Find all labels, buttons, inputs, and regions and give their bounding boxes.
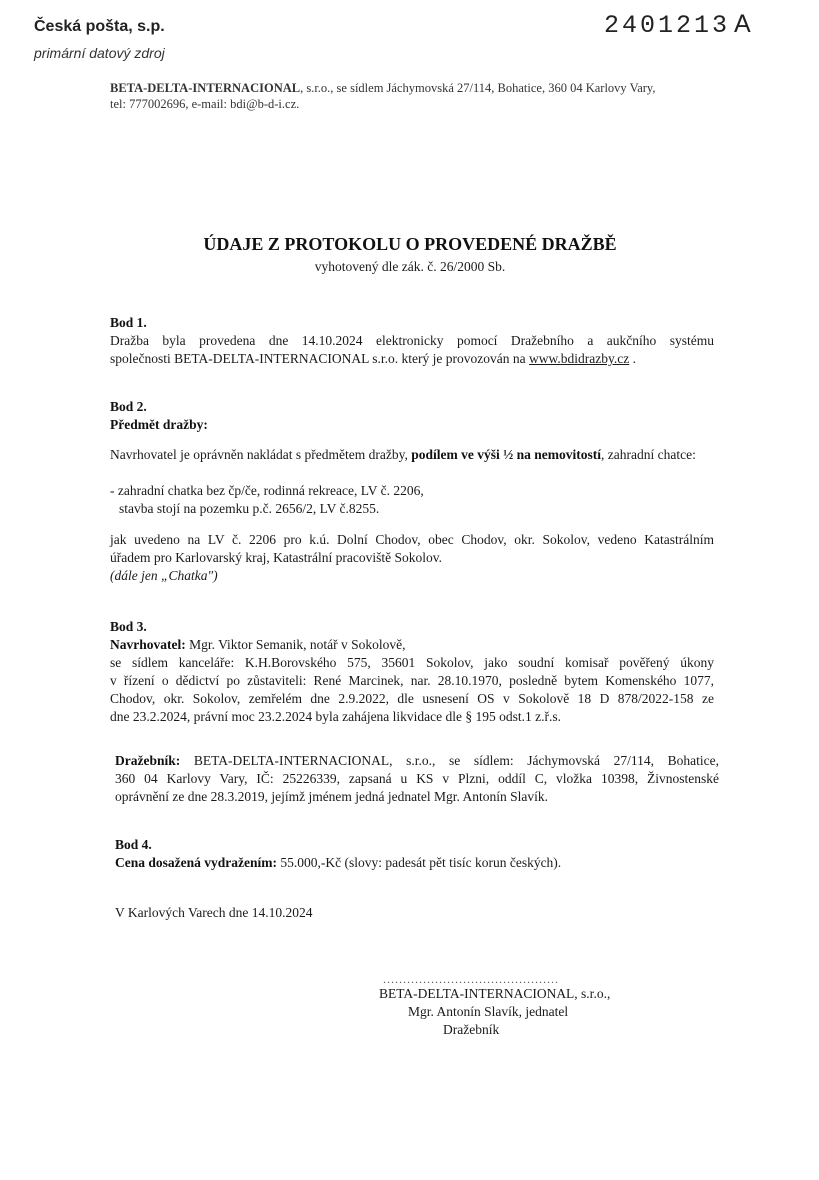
stamp-title: Česká pošta, s.p.	[34, 18, 165, 35]
document-number	[604, 10, 751, 40]
place-and-date: V Karlových Varech dne 14.10.2024	[115, 905, 313, 920]
section-heading: Bod 3.	[110, 619, 147, 634]
bod2-item-2: stavba stojí na pozemku p.č. 2656/2, LV č.8255.	[119, 501, 380, 516]
document-subtitle: vyhotovený dle zák. č. 26/2000 Sb.	[314, 259, 506, 274]
drazebnik-label: Dražebník:	[115, 753, 181, 768]
signature-company: BETA-DELTA-INTERNACIONAL, s.r.o.,	[379, 986, 611, 1001]
section-heading: Bod 4.	[115, 837, 152, 852]
document-number-digits: 2401213	[604, 11, 731, 40]
stamp-subtitle: primární datový zdroj	[34, 45, 165, 61]
signature-role: Dražebník	[443, 1022, 500, 1037]
letterhead-company: BETA-DELTA-INTERNACIONAL	[110, 81, 301, 95]
bod1-line-1: Dražba byla provedena dne 14.10.2024 elektronicky pomocí Dražebního a aukčního systému	[110, 333, 714, 348]
bod1-line-2: společnosti BETA-DELTA-INTERNACIONAL s.r.o. který je provozován na www.bdidrazby.cz .	[110, 351, 636, 366]
letterhead-line-2: tel: 777002696, e-mail: bdi@b-d-i.cz.	[110, 97, 300, 111]
letterhead	[110, 80, 720, 112]
document-title: ÚDAJE Z PROTOKOLU O PROVEDENÉ DRAŽBĚ	[203, 234, 617, 254]
signature-person: Mgr. Antonín Slavík, jednatel	[408, 1004, 569, 1019]
section-subheading: Předmět dražby:	[110, 417, 208, 432]
navrhovatel-label: Navrhovatel:	[110, 637, 186, 652]
section-bod-1	[110, 314, 714, 368]
bod2-paragraph-2: jak uvedeno na LV č. 2206 pro k.ú. Dolní Chodov, obec Chodov, okr. Sokolov, vedeno Katastrálním úřadem pro Karlovarský kraj, Katastrální pracoviště Sokolov. (dále jen „Chatka")	[110, 532, 714, 583]
price-value: 55.000,-Kč (slovy: padesát pět tisíc korun českých).	[277, 855, 562, 870]
bod2-item-1: - zahradní chatka bez čp/če, rodinná rekreace, LV č. 2206,	[110, 483, 424, 498]
signature-line: ............................................	[383, 972, 559, 986]
section-bod-3: Bod 3. Navrhovatel: Mgr. Viktor Semanik, notář v Sokolově, se sídlem kanceláře: K.H.Borovského 575, 35601 Sokolov, jako soudní komisař pověřený úkony v řízení o dědictví po zůstaviteli: René Marcinek, nar. 28.10.1970, posledně bytem Komenského 1077, Chodov, okr. Sokolov, zemřelém dne 2.9.2022, dle usnesení OS v Sokolově 18 D 878/2022-158 ze dne 23.2.2024, právní moc 23.2.2024 byla zahájena likvidace dle § 195 odst.1 z.ř.s.	[110, 619, 714, 724]
section-bod-4	[115, 836, 719, 872]
section-bod-2	[110, 398, 714, 434]
section-heading: Bod 1.	[110, 315, 147, 330]
document-number-suffix: A	[734, 10, 751, 38]
bod2-paragraph-1: Navrhovatel je oprávněn nakládat s předmětem dražby, podílem ve výši ½ na nemovitostí, zahradní chatce:	[110, 447, 696, 462]
section-heading: Bod 2.	[110, 399, 147, 414]
letterhead-line-1: BETA-DELTA-INTERNACIONAL, s.r.o., se sídlem Jáchymovská 27/114, Bohatice, 360 04 Karlovy Vary,	[110, 81, 656, 95]
auction-site-link[interactable]: www.bdidrazby.cz	[529, 351, 630, 366]
drazebnik-paragraph: Dražebník: BETA-DELTA-INTERNACIONAL, s.r.o., se sídlem: Jáchymovská 27/114, Bohatice, 360 04 Karlovy Vary, IČ: 25226339, zapsaná u KS v Plzni, oddíl C, vložka 10398, Živnostenské oprávnění ze dne 28.3.2019, jejímž jménem jedná jednatel Mgr. Antonín Slavík.	[115, 753, 719, 804]
price-label: Cena dosažená vydražením:	[115, 855, 277, 870]
